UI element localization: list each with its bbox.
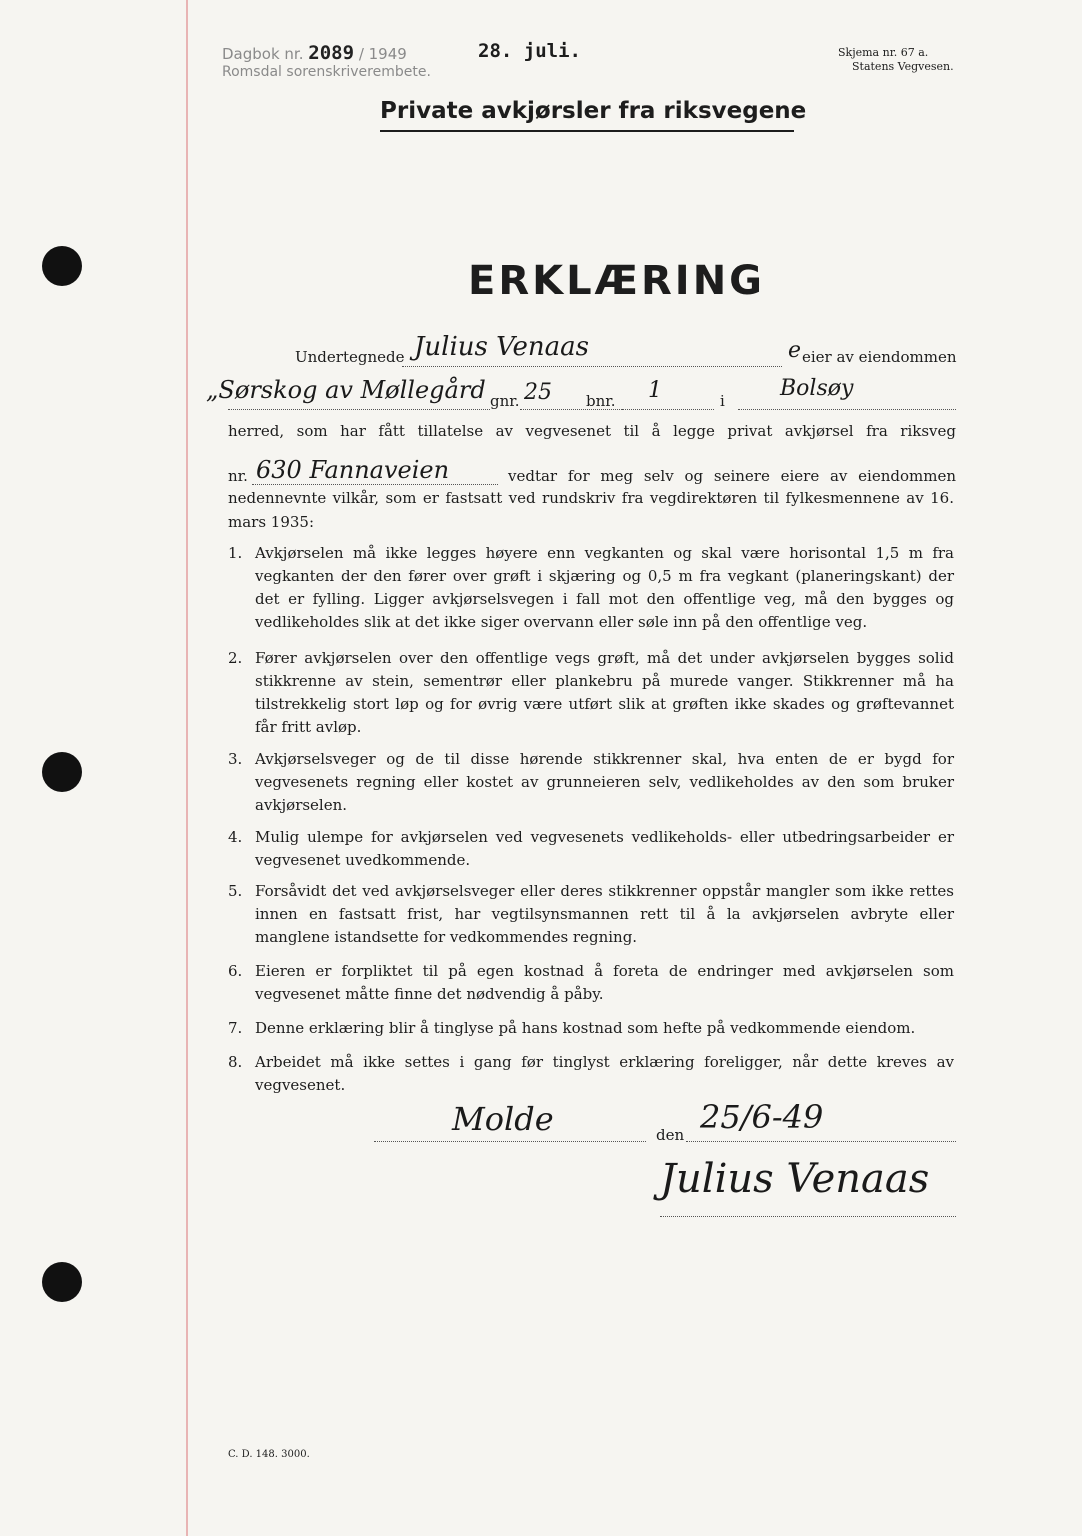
condition-item: 5. Forsåvidt det ved avkjørselsveger eller deres stikkrenner oppstår mangler som ikke rettes innen en fastsatt frist, har vegtilsynsmannen rett til å la avkjørselen avbryte eller manglene istandsette for vedkommendes regning. xyxy=(228,882,954,946)
road-label: nr. xyxy=(228,467,248,485)
bnr-label: bnr. xyxy=(586,392,616,410)
place-value: Molde xyxy=(452,1100,554,1138)
in-label: i xyxy=(720,392,725,410)
road-line xyxy=(252,484,498,485)
print-code: C. D. 148. 3000. xyxy=(228,1449,310,1460)
property-line xyxy=(228,409,490,410)
registry-office: Romsdal sorenskriverembete. xyxy=(222,64,431,80)
condition-item: 4. Mulig ulempe for avkjørselen ved vegvesenets vedlikeholds- eller utbedringsarbeider er vegvesenet uvedkommende. xyxy=(228,828,954,869)
margin-line xyxy=(186,0,188,1536)
undersigned-suffix: e xyxy=(788,338,802,363)
agreement-text: vedtar for meg selv og seinere eiere av eiendommen xyxy=(508,467,956,485)
punch-hole xyxy=(42,1262,82,1302)
header-underline xyxy=(380,130,794,132)
gnr-value: 25 xyxy=(524,380,552,405)
signature-line xyxy=(660,1216,956,1217)
signature: Julius Venaas xyxy=(660,1156,930,1202)
form-number: Skjema nr. 67 a. xyxy=(838,46,929,59)
place-line xyxy=(374,1141,646,1142)
registry-label: Dagbok nr. xyxy=(222,45,304,63)
road-value: 630 Fannaveien xyxy=(256,456,450,484)
page-header: Private avkjørsler fra riksvegene xyxy=(380,98,807,124)
condition-item: 3. Avkjørselsveger og de til disse hørende stikkrenner skal, hva enten de er bygd for vegvesenets regning eller kostet av grunneieren selv, vedlikeholdes av den som bruker avkjørselen. xyxy=(228,750,954,814)
date-line xyxy=(686,1141,956,1142)
registry-stamp xyxy=(222,42,407,64)
date-label: den xyxy=(656,1126,685,1144)
bnr-line xyxy=(622,409,714,410)
condition-item: 8. Arbeidet må ikke settes i gang før tinglyst erklæring foreligger, når dette kreves av vegvesenet. xyxy=(228,1053,954,1094)
registry-year: / 1949 xyxy=(358,45,407,63)
document-title: ERKLÆRING xyxy=(468,258,765,304)
bnr-value: 1 xyxy=(648,378,662,403)
condition-item: 2. Fører avkjørselen over den offentlige vegs grøft, må det under avkjørselen bygges solid stikkrenne av stein, sementrør eller plankebru på murede vanger. Stikkrenner må ha tilstrekkelig stort løp og for øvrig være utført slik at grøften ikke skades og grøftevannet får fritt avløp. xyxy=(228,649,954,736)
date-value: 25/6-49 xyxy=(700,1098,824,1136)
property-name: „Sørskog av Møllegård xyxy=(206,376,486,404)
condition-item: 6. Eieren er forpliktet til på egen kostnad å foreta de endringer med avkjørselen som vegvesenet måtte finne det nødvendig å påby. xyxy=(228,962,954,1003)
municipality-line xyxy=(738,409,956,410)
undersigned-name: Julius Venaas xyxy=(414,332,590,362)
form-issuer: Statens Vegvesen. xyxy=(852,60,954,73)
undersigned-line xyxy=(402,366,782,367)
intro-paragraph: nedennevnte vilkår, som er fastsatt ved rundskriv fra vegdirektøren til fylkesmennene av 16. mars 1935: xyxy=(228,489,954,531)
registry-number: 2089 xyxy=(308,42,355,64)
punch-hole xyxy=(42,246,82,286)
gnr-label: gnr. xyxy=(490,392,520,410)
permission-text: herred, som har fått tillatelse av vegvesenet til å legge privat avkjørsel fra riksveg xyxy=(228,422,956,440)
form-id xyxy=(838,46,954,74)
owner-label: eier av eiendommen xyxy=(802,348,957,366)
condition-item: 7. Denne erklæring blir å tinglyse på hans kostnad som hefte på vedkommende eiendom. xyxy=(228,1019,916,1037)
condition-item: 1. Avkjørselen må ikke legges høyere enn vegkanten og skal være horisontal 1,5 m fra vegkanten der den fører over grøft i skjæring og 0,5 m fra vegkant (planeringskant) der det er fylling. Ligger avkjørselsvegen i fall mot den offentlige veg, må den bygges og vedlikeholdes slik at det ikke siger overvann eller søle inn på den offentlige veg. xyxy=(228,544,954,631)
municipality-value: Bolsøy xyxy=(780,376,854,401)
punch-hole xyxy=(42,752,82,792)
undersigned-label: Undertegnede xyxy=(295,348,405,366)
registry-date: 28. juli. xyxy=(478,40,581,62)
